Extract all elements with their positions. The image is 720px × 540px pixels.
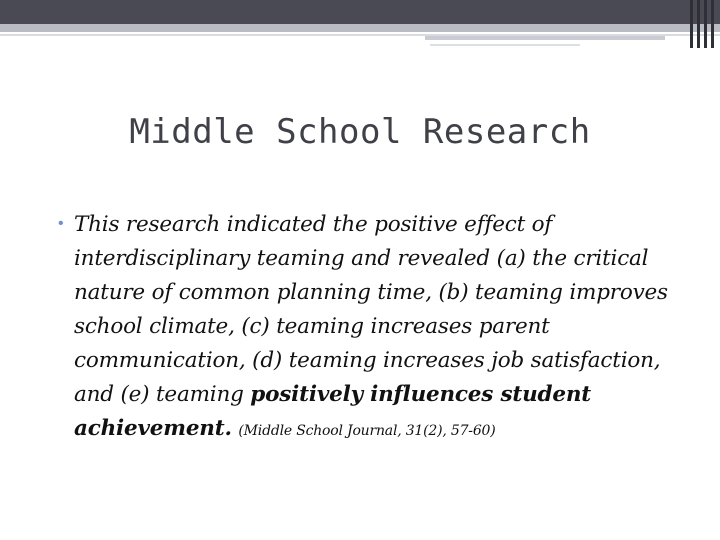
slide-title: Middle School Research: [129, 112, 591, 152]
bullet-icon: •: [58, 215, 64, 232]
citation: (Middle School Journal, 31(2), 57-60): [238, 423, 496, 439]
header-accent-bar: [425, 36, 665, 40]
corner-stripes-decoration: [686, 0, 720, 48]
slide-body: [58, 208, 678, 448]
header-accent-line: [430, 44, 580, 46]
bullet-text-regular: This research indicated the positive effect of interdisciplinary teaming and revealed (a) the critical nature of common planning time, (b) teaming improves school climate, (c) teaming increases parent communication, (d) teaming increases job satisfaction, and (e) teaming: [74, 212, 668, 407]
header-band: [0, 0, 720, 24]
bullet-item: [58, 208, 678, 448]
header-stripe: [0, 24, 720, 32]
bullet-text: [74, 208, 678, 448]
bullet-text-bold: positively influences student achievement.: [74, 382, 592, 441]
